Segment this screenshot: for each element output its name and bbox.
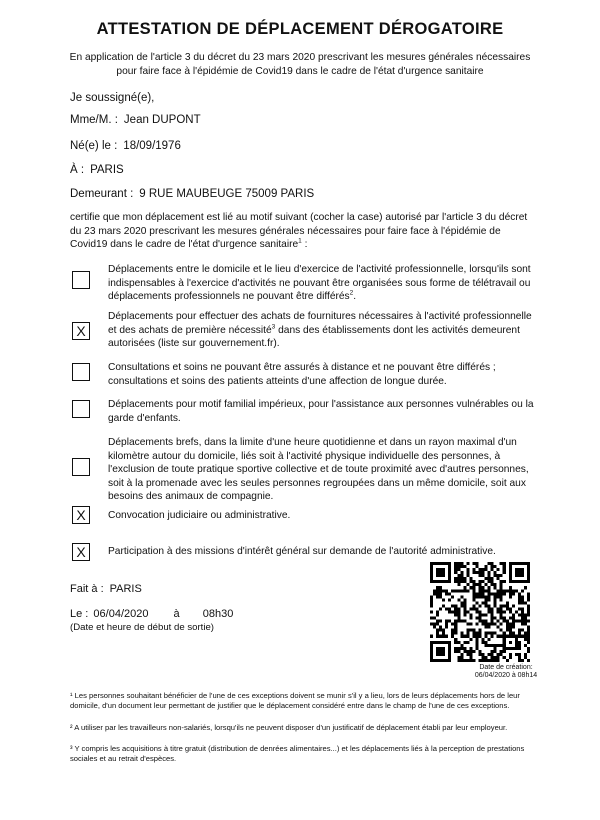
option-checkbox-4[interactable] (72, 400, 90, 418)
option-label-5: Déplacements brefs, dans la limite d'une heure quotidienne et dans un rayon maximal d'un kilomètre autour du domicile, liés soit à l'activité physique individuelle des personnes, à l'exclusion de toute pratique sportive collective et de toute proximité avec d'autres personnes, soit à la promenade avec les seules personnes regroupées dans un même domicile, soit aux besoins des animaux de compagnie. (108, 437, 529, 503)
date-note: (Date et heure de début de sortie) (70, 622, 214, 633)
option-label-3: Consultations et soins ne pouvant être assurés à distance et ne pouvant être différés ; consultations et soins des patients atteints d'une affection de longue durée. (108, 362, 496, 387)
certify-text: certifie que mon déplacement est lié au motif suivant (cocher la case) autorisé par l'article 3 du décret du 23 mars 2020 prescrivant les mesures générales nécessaires pour faire face à l'épidémie de Covid19 dans le cadre de l'état d'urgence sanitaire (70, 212, 528, 251)
fait-row (70, 583, 142, 595)
qr-caption-line2: 06/04/2020 à 08h14 (474, 672, 538, 679)
date-label: Le : (70, 608, 89, 620)
date-minute[interactable]: 30 (221, 608, 234, 620)
option-label-end-2: dans des établissements dont les activités demeurent autorisées (liste sur gouvernement.fr). (108, 324, 520, 350)
option-checkbox-1[interactable] (72, 271, 90, 289)
option-footnote-ref-2: 3 (271, 323, 276, 331)
footnote-2: ² A utiliser par les travailleurs non-salariés, lorsqu'ils ne peuvent disposer d'un justificatif de déplacement établi par leur employeur. (70, 723, 508, 732)
address-value[interactable]: 9 RUE MAUBEUGE 75009 PARIS (139, 188, 315, 200)
qr-caption (466, 664, 546, 680)
name-label: Mme/M. : (70, 114, 118, 126)
certify-paragraph (70, 211, 540, 252)
qr-code (430, 562, 530, 662)
option-text-6 (108, 509, 538, 523)
option-label-2: Déplacements pour effectuer des achats de fournitures nécessaires à l'activité professionnelle et des achats de première nécessité (108, 311, 532, 336)
soussigne-line: Je soussigné(e), (70, 92, 155, 104)
address-row (70, 188, 314, 200)
intro-paragraph: En application de l'article 3 du décret du 23 mars 2020 prescrivant les mesures générales nécessaires pour faire face à l'épidémie de Covid19 dans le cadre de l'état d'urgence sanitaire (69, 52, 531, 77)
option-checkbox-7[interactable]: X (72, 543, 90, 561)
birthdate-value[interactable]: 18/09/1976 (123, 140, 181, 152)
birthdate-label: Né(e) le : (70, 140, 118, 152)
option-text-4 (108, 398, 538, 425)
option-text-2 (108, 310, 538, 351)
name-value[interactable]: Jean DUPONT (123, 114, 201, 126)
document-title: ATTESTATION DE DÉPLACEMENT DÉROGATOIRE (96, 20, 504, 38)
date-row (70, 608, 233, 620)
name-row (70, 114, 201, 126)
certify-end: : (301, 239, 308, 251)
birthplace-label: À : (70, 164, 85, 176)
option-checkbox-5[interactable] (72, 458, 90, 476)
date-hour[interactable]: 08 (202, 608, 215, 620)
date-value[interactable]: 06/04/2020 (93, 608, 149, 620)
footnote-1: ¹ Les personnes souhaitant bénéficier de l'une de ces exceptions doivent se munir s'il y a lieu, lors de leurs déplacements hors de leur domicile, d'un document leur permettant de justifier que le déplacement considéré entre dans le champ de l'une de ces exceptions. (70, 691, 520, 711)
option-text-5 (108, 436, 538, 504)
option-label-7: Participation à des missions d'intérêt général sur demande de l'autorité administrative. (108, 546, 496, 557)
date-h: h (214, 608, 222, 620)
footnote-3: ³ Y compris les acquisitions à titre gratuit (distribution de denrées alimentaires...) et les déplacements liés à la perception de prestations sociales et au retrait d'espèces. (70, 744, 525, 764)
option-label-end-1: . (353, 291, 357, 303)
qr-caption-line1: Date de création: (479, 664, 533, 671)
birthplace-row (70, 164, 124, 176)
birthplace-value[interactable]: PARIS (90, 164, 124, 176)
option-checkbox-2[interactable]: X (72, 322, 90, 340)
option-checkbox-3[interactable] (72, 363, 90, 381)
fait-label: Fait à : (70, 583, 104, 595)
option-text-3 (108, 361, 538, 388)
option-checkbox-6[interactable]: X (72, 506, 90, 524)
address-label: Demeurant : (70, 188, 134, 200)
option-label-4: Déplacements pour motif familial impérieux, pour l'assistance aux personnes vulnérables ou la garde d'enfants. (108, 399, 534, 424)
option-text-7 (108, 545, 538, 559)
birthdate-row (70, 140, 181, 152)
date-at: à (173, 608, 180, 620)
fait-value[interactable]: PARIS (109, 583, 142, 595)
option-text-1 (108, 263, 538, 304)
certify-footnote-ref: 1 (298, 237, 302, 245)
option-label-6: Convocation judiciaire ou administrative. (108, 510, 291, 521)
option-label-1: Déplacements entre le domicile et le lieu d'exercice de l'activité professionnelle, lorsqu'ils sont indispensables à l'exercice d'activités ne pouvant être organisées sous forme de télétravail ou déplacements professionnels ne pouvant être différés (108, 264, 531, 303)
option-footnote-ref-1: 2 (349, 289, 354, 297)
